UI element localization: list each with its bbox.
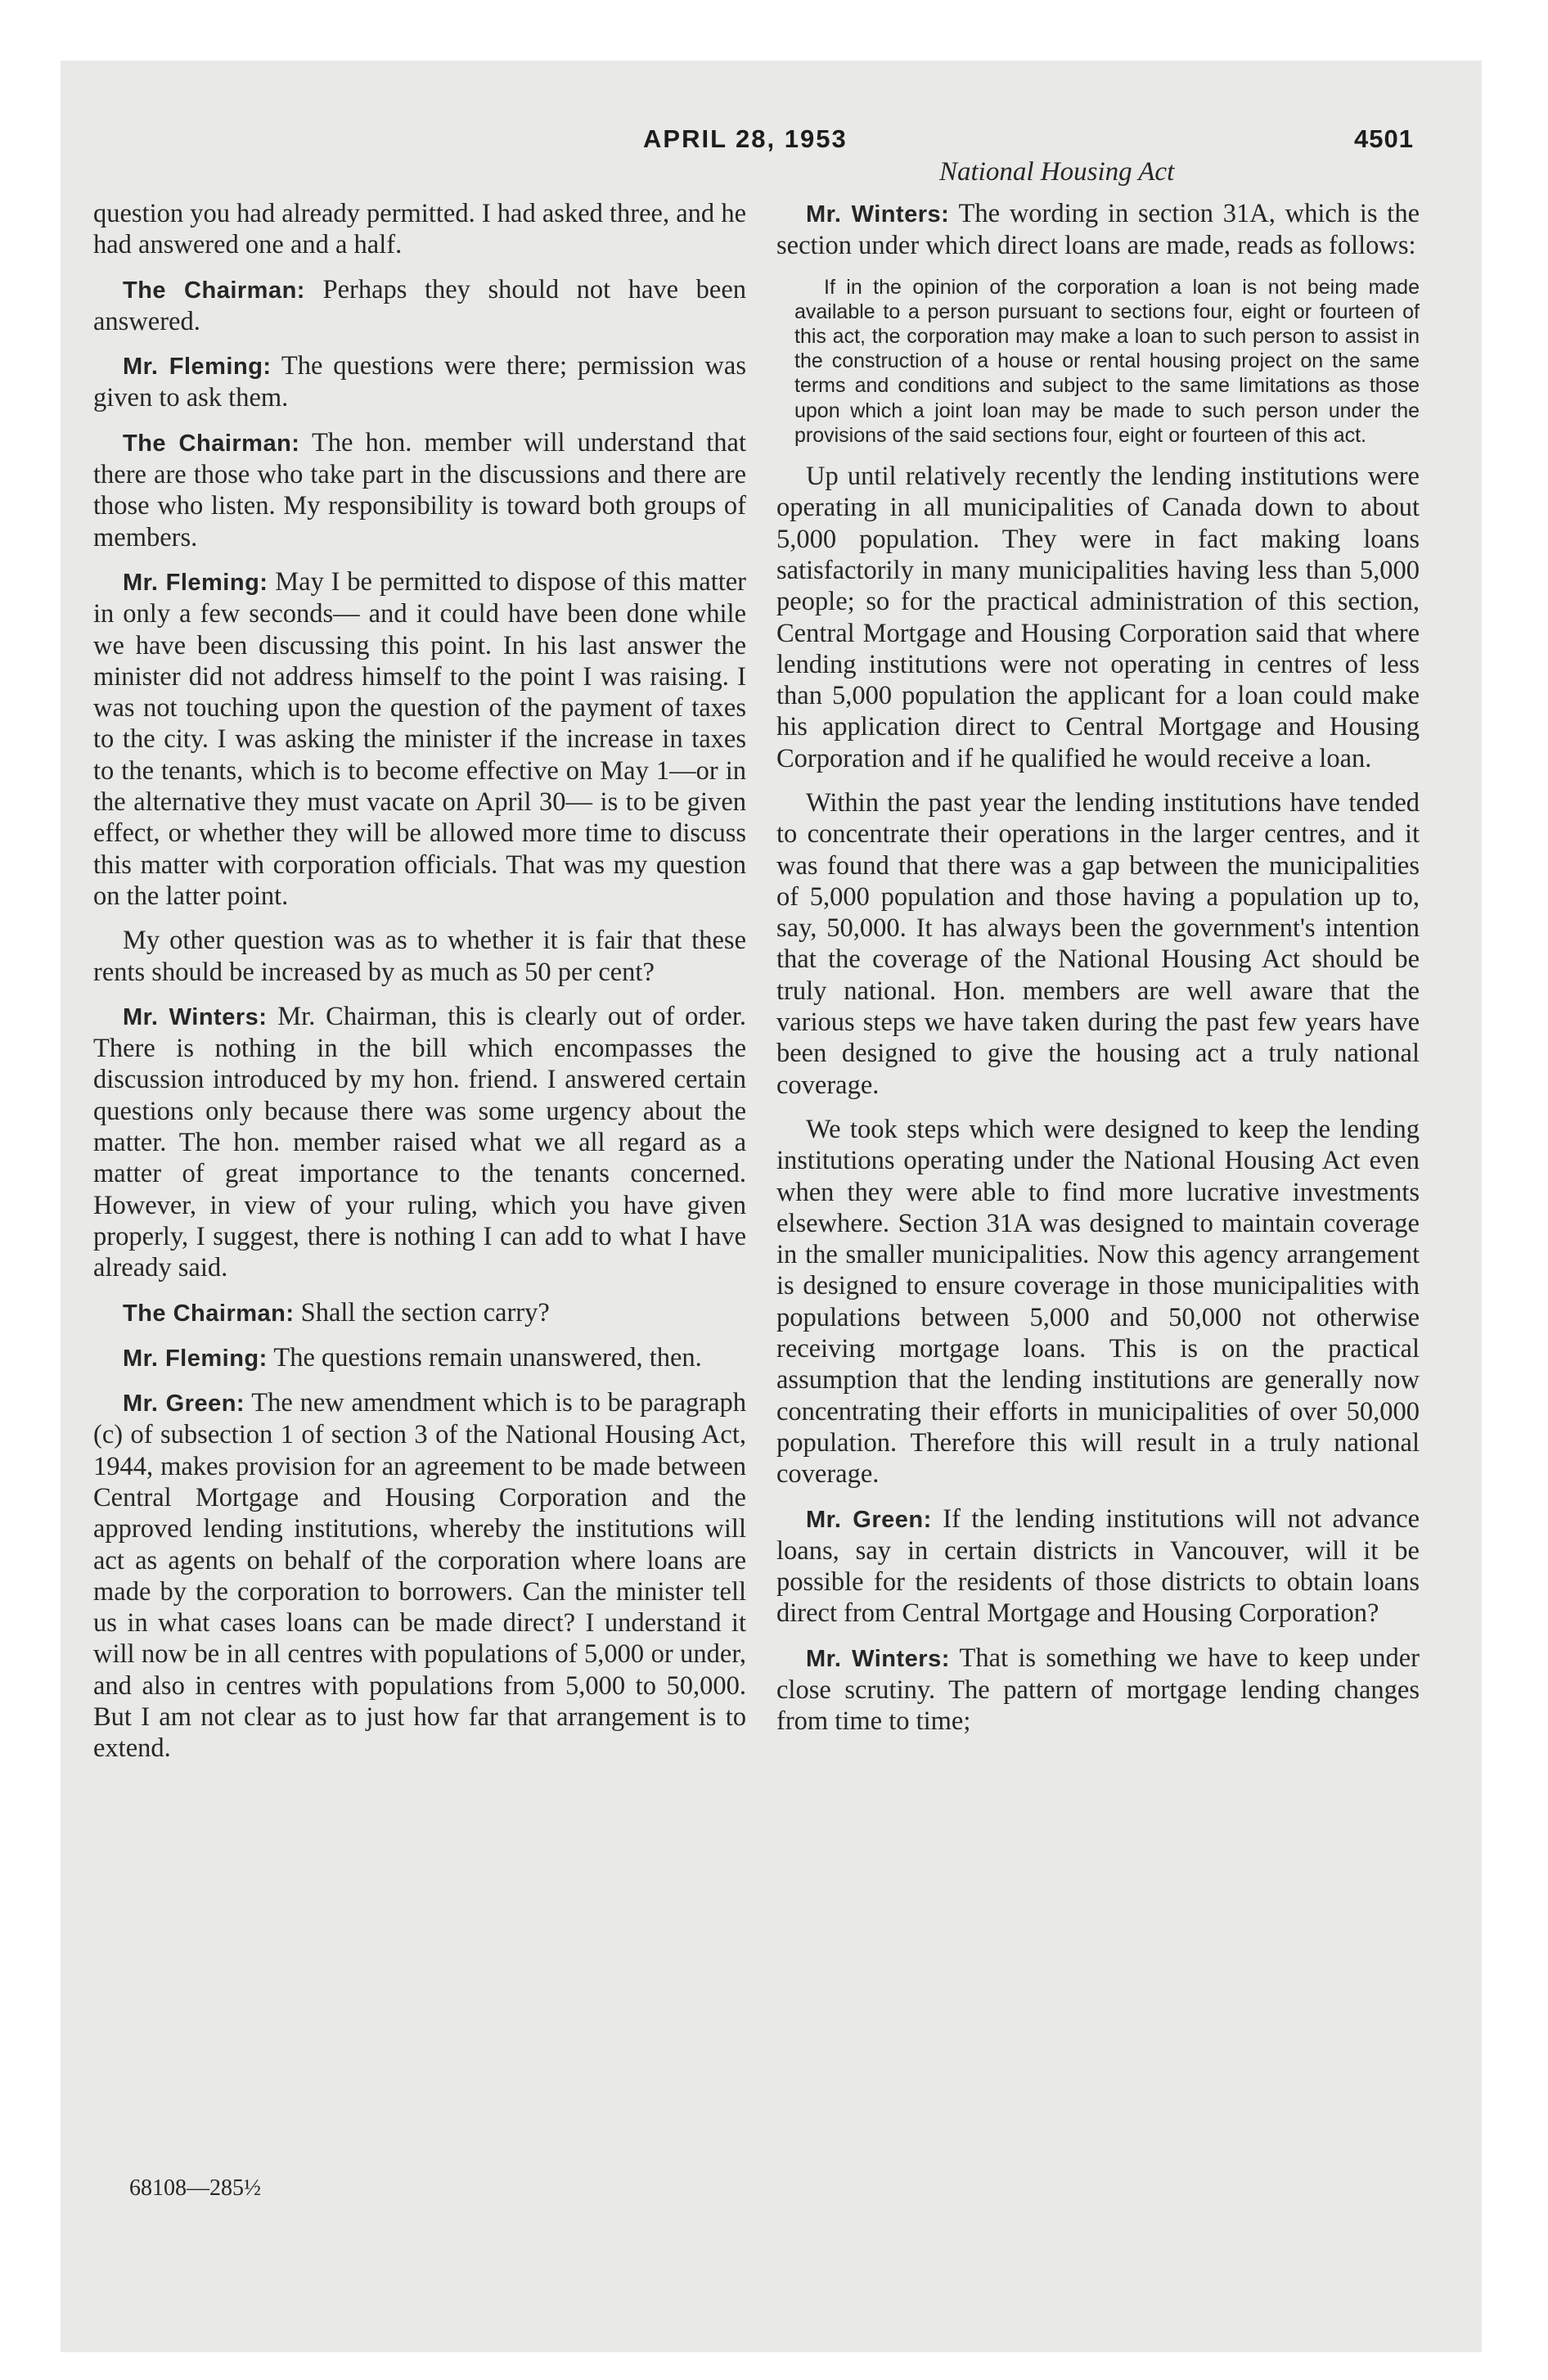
speaker-name: Mr. Fleming: — [123, 569, 268, 596]
speaker-name: Mr. Green: — [123, 1391, 245, 1418]
paragraph — [93, 350, 746, 414]
paragraph — [776, 1503, 1420, 1629]
section-title: National Housing Act — [939, 157, 1175, 187]
paragraph-text: Perhaps they should not have been answered. — [93, 274, 746, 336]
right-column — [776, 198, 1420, 1751]
paragraph-text: Shall the section carry? — [300, 1297, 550, 1327]
paragraph — [776, 787, 1420, 1101]
page-header — [0, 124, 1548, 157]
speaker-name: Mr. Winters: — [806, 1645, 950, 1672]
paragraph — [776, 1114, 1420, 1490]
paragraph-text: That is something we have to keep under close scrutiny. The pattern of mortgage lending changes from time to time; — [776, 1643, 1420, 1737]
paragraph-text: Mr. Chairman, this is clearly out of order. There is nothing in the bill which encompasses the discussion introduced by my hon. friend. I answered certain questions only because there was some urgency about the matter. The hon. member raised what we all regard as a matter of great importance to the tenants concerned. However, in view of your ruling, which you have given properly, I suggest, there is nothing I can add to what I have already said. — [93, 1001, 747, 1283]
paragraph — [93, 274, 746, 338]
paragraph-text: May I be permitted to dispose of this matter in only a few seconds— and it could have been done while we have been discussing this point. In his last answer the minister did not address himself to the point I was raising. I was not touching upon the question of the payment of taxes to the city. I was asking the minister if the increase in taxes to the tenants, which is to become effective on May 1—or in the alternative they must vacate on April 30— is to be given effect, or whether they will be allowed more time to discuss this matter with corporation officials. That was my question on the latter point. — [93, 566, 746, 911]
paragraph — [93, 1001, 746, 1284]
speaker-name: Mr. Winters: — [806, 201, 950, 228]
paragraph-text: The questions remain unanswered, then. — [273, 1342, 702, 1373]
speaker-name: The Chairman: — [123, 430, 300, 457]
paragraph-text: The wording in section 31A, which is the section under which direct loans are made, reads as follows: — [776, 199, 1420, 261]
paragraph — [776, 461, 1420, 774]
paragraph-text: Up until relatively recently the lending institutions were operating in all municipalities of Canada down to about 5,000 population. They were in fact making loans satisfactorily in many municipalities having less than 5,000 people; so for the practical administration of this section, Central Mortgage and Housing Corporation said that where lending institutions were not operating in centres of less than 5,000 population the applicant for a loan could make his application direct to Central Mortgage and Housing Corporation and if he qualified he would receive a loan. — [776, 462, 1420, 773]
paragraph-text: question you had already permitted. I had asked three, and he had answered one and a half. — [93, 199, 746, 260]
paragraph-text: The new amendment which is to be paragraph (c) of subsection 1 of section 3 of the National Housing Act, 1944, makes provision for an agreement to be made between Central Mortgage and Housing Corporation and the approved lending institutions, whereby the institutions will act as agents on behalf of the corporation where loans are made by the corporation to borrowers. Can the minister tell us in what cases loans can be made direct? I understand it will now be in all centres with populations of 5,000 or under, and also in centres with populations from 5,000 to 50,000. But I am not clear as to just how far that arrangement is to extend. — [93, 1388, 747, 1764]
paragraph-text: The hon. member will understand that there are those who take part in the discussions and there are those who listen. My responsibility is toward both groups of members. — [93, 427, 746, 552]
paragraph — [93, 427, 746, 553]
speaker-name: The Chairman: — [123, 1300, 295, 1327]
paragraph-text: My other question was as to whether it is fair that these rents should be increased by as much as 50 per cent? — [93, 926, 746, 987]
paragraph — [776, 1643, 1420, 1738]
paragraph — [93, 925, 746, 988]
paragraph — [93, 566, 746, 912]
footer-code: 68108—285½ — [129, 2175, 261, 2201]
paragraph-text: If the lending institutions will not advance loans, say in certain districts in Vancouver, will it be possible for the residents of those districts to obtain loans direct from Central Mortgage and Housing Corporation? — [776, 1503, 1420, 1629]
paragraph — [776, 198, 1420, 262]
page-date: APRIL 28, 1953 — [643, 124, 848, 153]
speaker-name: Mr. Fleming: — [123, 1345, 268, 1372]
left-column — [93, 198, 746, 1778]
speaker-name: Mr. Green: — [806, 1506, 932, 1533]
paragraph — [93, 1297, 746, 1329]
paragraph-text: The questions were there; permission was given to ask them. — [93, 351, 746, 413]
paragraph-text: We took steps which were designed to keep the lending institutions operating under the National Housing Act even when they were able to find more lucrative investments elsewhere. Section 31A was designed to maintain coverage in the smaller municipalities. Now this agency arrangement is designed to ensure coverage in those municipalities with populations between 5,000 and 50,000 not otherwise receiving mortgage loans. This is on the practical assumption that the lending institutions are generally now concentrating their efforts in municipalities of over 50,000 population. Therefore this will result in a truly national coverage. — [776, 1114, 1420, 1490]
speaker-name: Mr. Fleming: — [123, 354, 272, 381]
paragraph — [93, 198, 746, 261]
paragraph-text: Within the past year the lending institutions have tended to concentrate their operations in the larger centres, and it was found that there was a gap between the municipalities of 5,000 population and those having a population up to, say, 50,000. It has always been the government's intention that the coverage of the National Housing Act should be truly national. Hon. members are well aware that the various steps we have taken during the past few years have been designed to give the housing act a truly national coverage. — [776, 787, 1420, 1100]
speaker-name: The Chairman: — [123, 277, 305, 304]
paragraph — [93, 1342, 746, 1374]
speaker-name: Mr. Winters: — [123, 1003, 268, 1030]
page-number: 4501 — [1354, 124, 1414, 153]
paragraph — [93, 1387, 746, 1765]
block-quote: If in the opinion of the corporation a loan is not being made available to a person pursuant to sections four, eight or fourteen of this act, the corporation may make a loan to such person to assist in the construction of a house or rental housing project on the same terms and conditions and subject to the same limitations as those upon which a joint loan may be made to such person under the provisions of the said sections four, eight or fourteen of this act. — [794, 275, 1420, 447]
